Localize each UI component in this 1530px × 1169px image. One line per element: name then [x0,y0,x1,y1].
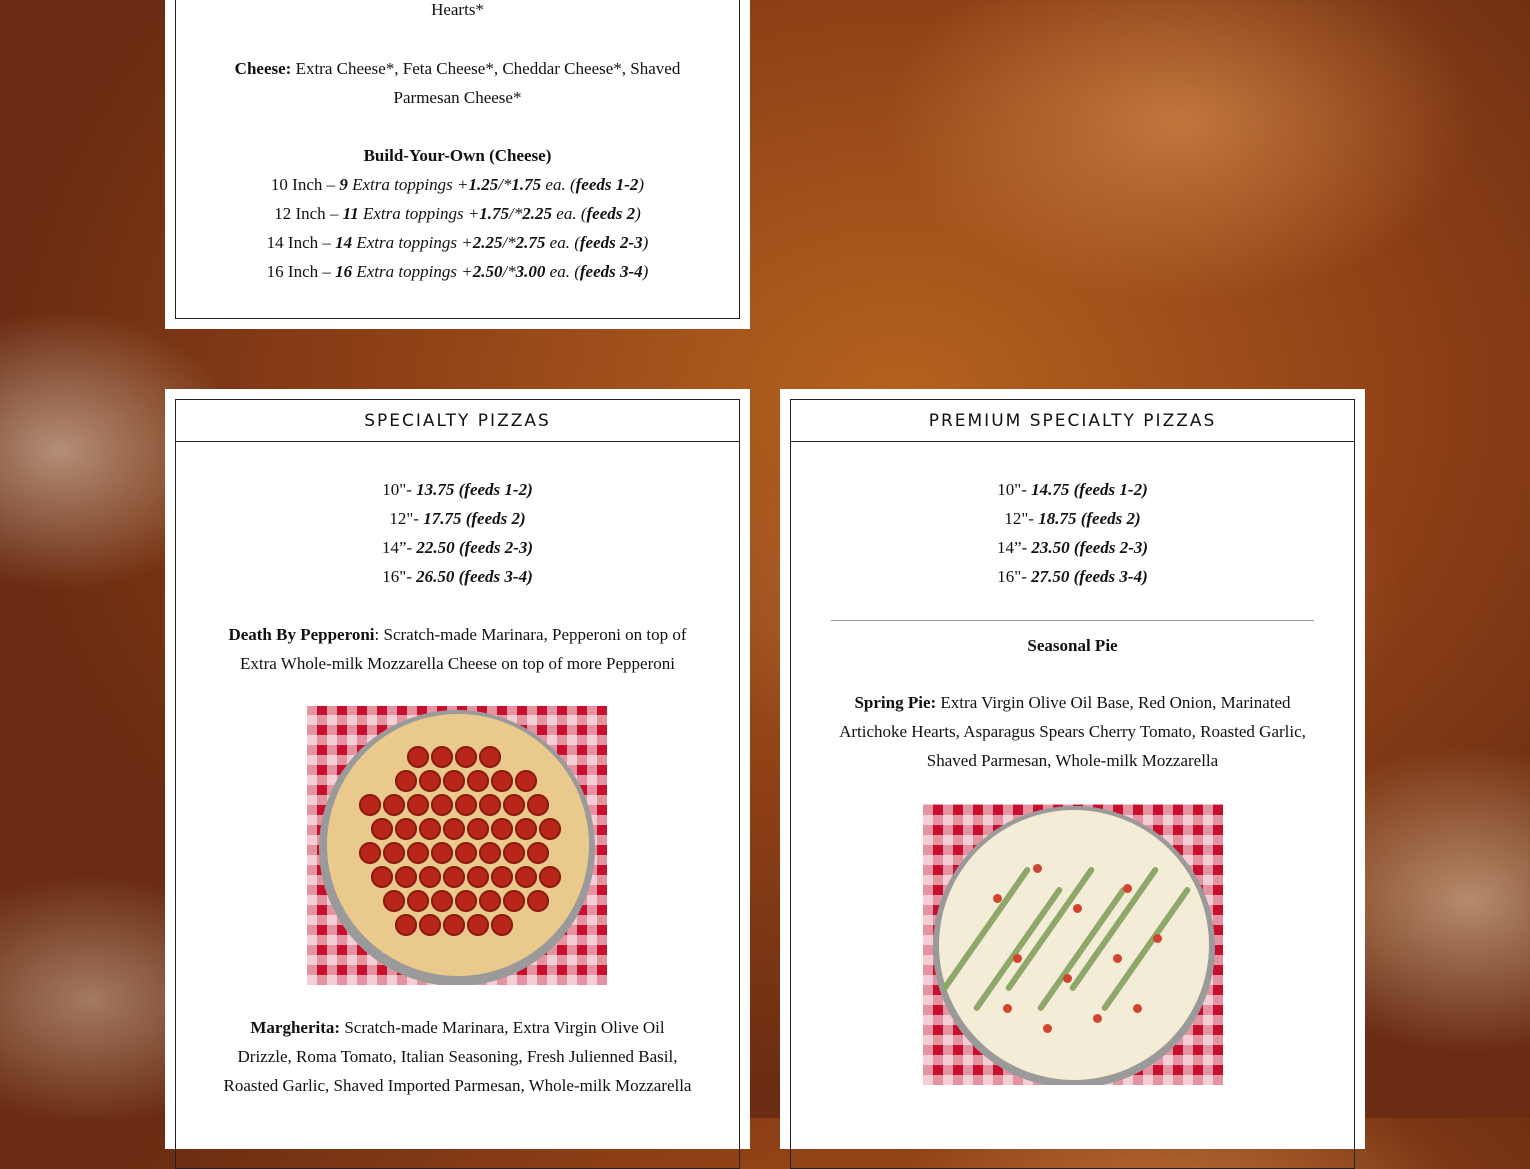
description-text: Extra Virgin Olive Oil Base, Red Onion, Marinated [936,693,1291,712]
pepperoni-slice [467,866,489,888]
pepperoni-slice [503,842,525,864]
pepperoni-slice [491,818,513,840]
price: 11 [342,204,359,223]
paren-close: ) [642,233,649,252]
each-label: ea. ( [541,175,576,194]
pepperoni-slice [371,818,393,840]
feeds-label: (feeds 1-2) [454,480,533,499]
size-label: 16 Inch – [266,262,336,281]
margherita-name: Margherita: [250,1018,341,1037]
byo-title: Build-Your-Own (Cheese) [363,146,552,165]
price-row [176,475,739,504]
description-text: Drizzle, Roma Tomato, Italian Seasoning, Fresh Julienned Basil, [237,1047,678,1066]
seasonal-pie-title: Seasonal Pie [1027,636,1118,655]
cheese-text-2: Parmesan Cheese* [393,88,522,107]
pepperoni-slice [359,842,381,864]
pepperoni-slice [515,866,537,888]
pepperoni-slice [431,842,453,864]
pepperoni-slice [395,770,417,792]
byo-size-list [176,170,739,286]
pepperoni-slice [515,770,537,792]
pepperoni-slice [395,914,417,936]
pepperoni-slice [395,818,417,840]
price-row [791,504,1354,533]
pepperoni-slice [479,746,501,768]
price-row [791,533,1354,562]
description-text: Roasted Garlic, Shaved Imported Parmesan, Whole-milk Mozzarella [223,1076,692,1095]
pepperoni-slice [419,866,441,888]
pepperoni-slice [479,794,501,816]
pepperoni-slice [527,842,549,864]
pepperoni-slice [443,866,465,888]
feeds-label: feeds 3-4 [579,262,643,281]
size-label: 10 Inch – [270,175,340,194]
price: 17.75 [423,509,462,528]
pepperoni-slice [467,914,489,936]
price: 14 [335,233,353,252]
pepperoni-slice [383,794,405,816]
feeds-label: (feeds 3-4) [454,567,533,586]
pepperoni-slice [503,794,525,816]
cherry-tomato [1093,1014,1102,1023]
build-your-own-card [165,0,750,329]
pepperoni-slice [527,890,549,912]
death-by-pepperoni-name: Death By Pepperoni [228,625,375,644]
paren-close: ) [635,204,641,223]
each-label: ea. ( [552,204,587,223]
pepperoni-slice [479,890,501,912]
size-label: 12 Inch – [274,204,343,223]
size-label: 10"- [997,480,1032,499]
cheese-toppings [216,54,699,112]
pepperoni-slice [491,770,513,792]
pepperoni-slice [371,866,393,888]
pepperoni-slice [515,818,537,840]
specialty-price-list [176,475,739,591]
feeds-label: (feeds 3-4) [1069,567,1148,586]
pepperoni-pizza-image [307,706,607,985]
pepperoni-slice [419,818,441,840]
section-divider [831,620,1314,621]
pepperoni-slice [431,890,453,912]
cherry-tomato [1073,904,1082,913]
feeds-label: (feeds 2) [461,509,526,528]
pepperoni-slice [383,842,405,864]
price: 23.50 [1031,538,1070,557]
price-row [791,475,1354,504]
separator: /* [509,204,523,223]
size-label: 12"- [389,509,424,528]
pepperoni-slice [539,866,561,888]
build-your-own-card-border [175,0,740,319]
premium-topping-price: 3.00 [515,262,546,281]
cherry-tomato [993,894,1002,903]
pepperoni-slice [455,842,477,864]
pepperoni-slice [443,818,465,840]
premium-topping-price: 2.75 [515,233,546,252]
description-text: Extra Whole-milk Mozzarella Cheese on top of more Pepperoni [240,654,675,673]
separator: /* [498,175,512,194]
pepperoni-slice [491,866,513,888]
topping-price: 2.50 [472,262,503,281]
price: 18.75 [1038,509,1077,528]
premium-topping-price: 1.75 [511,175,542,194]
topping-price: 2.25 [472,233,503,252]
feeds-label: feeds 2 [586,204,636,223]
specialty-pizzas-heading: SPECIALTY PIZZAS [176,400,739,442]
pepperoni-slice [407,842,429,864]
spring-pie-image [923,804,1223,1085]
premium-price-list [791,475,1354,591]
price: 27.50 [1031,567,1070,586]
pepperoni-slice [527,794,549,816]
price: 13.75 [416,480,455,499]
extra-toppings-label: Extra toppings + [347,175,469,194]
specialty-pizzas-card-border [175,399,740,1169]
extra-toppings-label: Extra toppings + [352,262,473,281]
paren-close: ) [638,175,645,194]
each-label: ea. ( [545,233,580,252]
price: 14.75 [1031,480,1070,499]
cherry-tomato [1013,954,1022,963]
premium-topping-price: 2.25 [522,204,553,223]
price-row [176,504,739,533]
topping-price: 1.75 [479,204,510,223]
spring-pie-name: Spring Pie: [854,693,937,712]
hearts-fragment-text: Hearts* [431,0,484,19]
premium-specialty-pizzas-card [780,389,1365,1149]
paren-close: ) [642,262,649,281]
pepperoni-slice [539,818,561,840]
separator: /* [502,233,516,252]
size-label: 12"- [1004,509,1039,528]
byo-size-row [176,199,739,228]
pepperoni-slice [503,890,525,912]
price-row [176,533,739,562]
pepperoni-slice [431,746,453,768]
pepperoni-slice [431,794,453,816]
each-label: ea. ( [545,262,580,281]
feeds-label: (feeds 2) [1076,509,1141,528]
byo-size-row [176,257,739,286]
size-label: 14”- [381,538,417,557]
margherita-description [196,1013,719,1100]
pepperoni-slice [419,770,441,792]
spring-pie-description [811,688,1334,775]
pizza-crust [939,810,1209,1080]
description-text: Artichoke Hearts, Asparagus Spears Cherry Tomato, Roasted Garlic, [839,722,1306,741]
byo-size-row [176,228,739,257]
pepperoni-slice [455,746,477,768]
pepperoni-slice [407,794,429,816]
pepperoni-slice [479,842,501,864]
premium-specialty-pizzas-card-border [790,399,1355,1169]
cherry-tomato [1113,954,1122,963]
cherry-tomato [1133,1004,1142,1013]
price: 9 [339,175,348,194]
description-text: Shaved Parmesan, Whole-milk Mozzarella [926,751,1219,770]
size-label: 10"- [382,480,417,499]
size-label: 16"- [997,567,1032,586]
pepperoni-slice [467,818,489,840]
pepperoni-slice [383,890,405,912]
price: 26.50 [416,567,455,586]
pepperoni-slice [443,914,465,936]
cherry-tomato [1123,884,1132,893]
price: 16 [335,262,353,281]
pepperoni-slice [443,770,465,792]
pepperoni-slice [407,746,429,768]
feeds-label: (feeds 1-2) [1069,480,1148,499]
pepperoni-slice [467,770,489,792]
toppings-fragment [176,0,739,24]
cheese-text-1: Extra Cheese*, Feta Cheese*, Cheddar Cheese*, Shaved [291,59,681,78]
extra-toppings-label: Extra toppings + [352,233,473,252]
cherry-tomato [1043,1024,1052,1033]
cherry-tomato [1063,974,1072,983]
pepperoni-slice [419,914,441,936]
size-label: 14 Inch – [266,233,336,252]
feeds-label: feeds 2-3 [579,233,643,252]
description-text: : Scratch-made Marinara, Pepperoni on top of [374,625,687,644]
feeds-label: (feeds 2-3) [1069,538,1149,557]
premium-specialty-pizzas-heading: PREMIUM SPECIALTY PIZZAS [791,400,1354,442]
cherry-tomato [1153,934,1162,943]
price: 22.50 [416,538,455,557]
pepperoni-slice [359,794,381,816]
specialty-pizzas-card [165,389,750,1149]
description-text: Scratch-made Marinara, Extra Virgin Olive Oil [340,1018,665,1037]
cherry-tomato [1003,1004,1012,1013]
cherry-tomato [1033,864,1042,873]
feeds-label: feeds 1-2 [575,175,639,194]
pepperoni-slice [395,866,417,888]
feeds-label: (feeds 2-3) [454,538,534,557]
pepperoni-slice [407,890,429,912]
pepperoni-slice [491,914,513,936]
death-by-pepperoni-description [196,620,719,678]
price-row [791,562,1354,591]
separator: /* [502,262,516,281]
pepperoni-slice [455,890,477,912]
topping-price: 1.25 [468,175,499,194]
price-row [176,562,739,591]
size-label: 16"- [382,567,417,586]
extra-toppings-label: Extra toppings + [358,204,480,223]
cheese-label: Cheese: [234,59,292,78]
byo-size-row [176,170,739,199]
size-label: 14”- [996,538,1032,557]
pepperoni-slice [455,794,477,816]
